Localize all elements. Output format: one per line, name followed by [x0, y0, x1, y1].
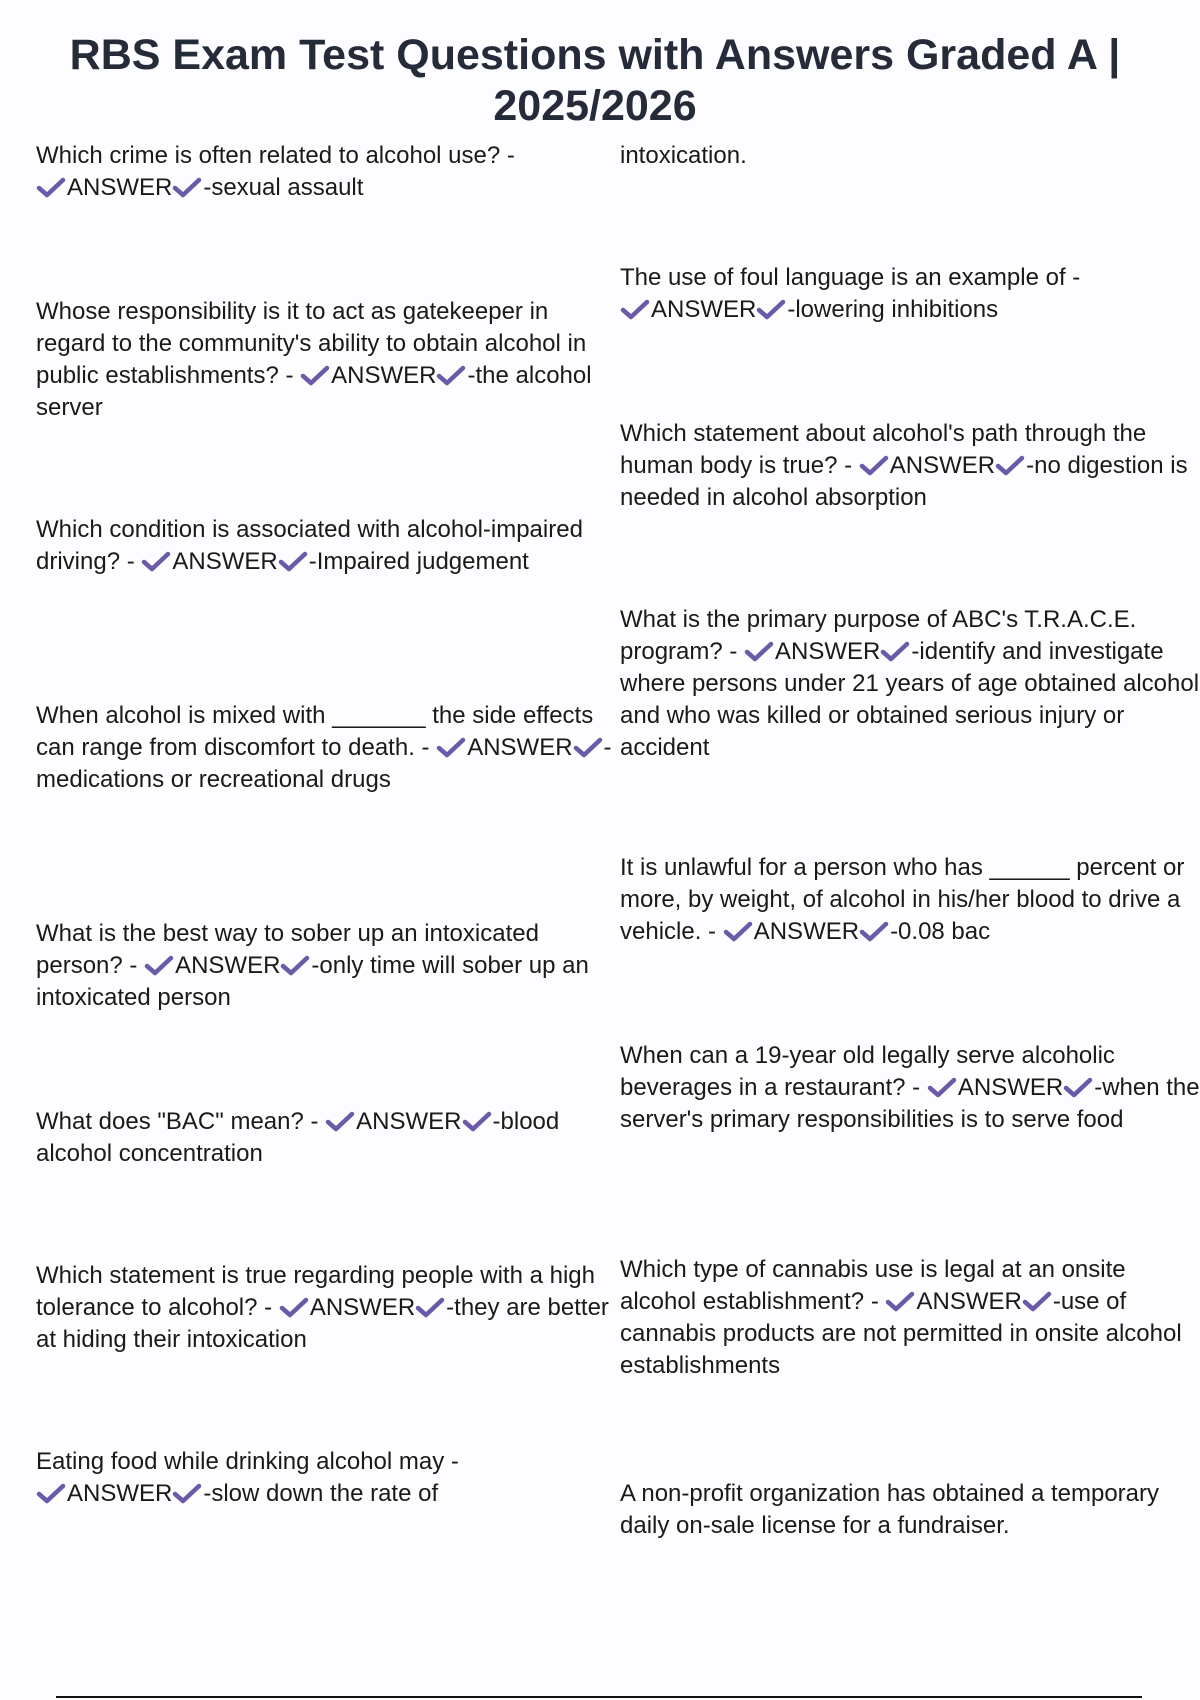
check-icon	[859, 920, 889, 942]
answer-text: -Impaired judgement	[308, 548, 529, 575]
answer-marker	[436, 734, 603, 761]
answer-text: -0.08 bac	[890, 918, 991, 945]
check-icon	[279, 1296, 309, 1318]
answer-marker	[859, 452, 1026, 479]
answer-label: ANSWER	[175, 952, 281, 979]
qa-item	[620, 1478, 1200, 1542]
qa-item	[620, 1040, 1200, 1136]
question-text: Which statement about alcohol's path through the human body is true? -	[620, 420, 1147, 479]
check-icon	[573, 736, 603, 758]
answer-text: -the alcohol server	[36, 362, 592, 421]
answer-text: -slow down the rate of	[203, 1480, 439, 1507]
answer-marker	[885, 1288, 1052, 1315]
answer-marker	[144, 952, 311, 979]
question-text: When can a 19-year old legally serve alcoholic beverages in a restaurant? -	[620, 1042, 1115, 1101]
qa-item	[36, 700, 616, 796]
answer-text: -use of cannabis products are not permitted in onsite alcohol establishments	[620, 1288, 1182, 1379]
answer-marker	[279, 1294, 446, 1321]
answer-marker	[620, 296, 787, 323]
check-icon	[172, 1482, 202, 1504]
qa-item	[36, 140, 616, 204]
check-icon	[885, 1290, 915, 1312]
answer-label: ANSWER	[67, 1480, 173, 1507]
check-icon	[36, 1482, 66, 1504]
question-text: What is the primary purpose of ABC's T.R.A.C.E. program? -	[620, 606, 1137, 665]
answer-label: ANSWER	[172, 548, 278, 575]
question-text: What is the best way to sober up an intoxicated person? -	[36, 920, 539, 979]
question-text: It is unlawful for a person who has ______ percent or more, by weight, of alcohol in his/her blood to drive a vehicle. -	[620, 854, 1185, 945]
check-icon	[415, 1296, 445, 1318]
check-icon	[280, 954, 310, 976]
check-icon	[300, 364, 330, 386]
qa-item	[36, 918, 616, 1014]
answer-label: ANSWER	[957, 1074, 1064, 1101]
check-icon	[462, 1110, 492, 1132]
answer-label: ANSWER	[309, 1294, 416, 1321]
answer-marker	[325, 1108, 492, 1135]
continued-text: A non-profit organization has obtained a temporary daily on-sale license for a fundraiser.	[620, 1480, 1160, 1539]
answer-marker	[744, 638, 911, 665]
answer-text: -medications or recreational drugs	[36, 734, 612, 793]
qa-item	[36, 296, 616, 424]
answer-label: ANSWER	[467, 734, 573, 761]
answer-marker	[300, 362, 467, 389]
check-icon	[927, 1076, 957, 1098]
answer-text: -blood alcohol concentration	[36, 1108, 560, 1167]
answer-marker	[723, 918, 890, 945]
check-icon	[1063, 1076, 1093, 1098]
question-text: What does "BAC" mean? -	[36, 1108, 319, 1135]
question-text: The use of foul language is an example of -	[620, 264, 1081, 291]
check-icon	[172, 176, 202, 198]
page-title: RBS Exam Test Questions with Answers Graded A | 2025/2026	[69, 31, 1121, 130]
answer-marker	[36, 174, 203, 201]
answer-text: -when the server's primary responsibilities is to serve food	[620, 1074, 1200, 1133]
footer-divider	[56, 1696, 1142, 1698]
question-text: Which condition is associated with alcohol-impaired driving? -	[36, 516, 583, 575]
check-icon	[620, 298, 650, 320]
qa-item	[620, 140, 1200, 172]
question-text: Which statement is true regarding people with a high tolerance to alcohol? -	[36, 1262, 595, 1321]
continued-text: intoxication.	[620, 142, 747, 169]
question-text: When alcohol is mixed with _______ the side effects can range from discomfort to death. -	[36, 702, 594, 761]
check-icon	[723, 920, 753, 942]
check-icon	[880, 640, 910, 662]
question-text: Eating food while drinking alcohol may -	[36, 1448, 459, 1475]
answer-text: -identify and investigate where persons under 21 years of age obtained alcohol and who was killed or obtained serious injury or accident	[620, 638, 1200, 761]
answer-text: -only time will sober up an intoxicated person	[36, 952, 589, 1011]
check-icon	[278, 550, 308, 572]
answer-label: ANSWER	[331, 362, 437, 389]
check-icon	[144, 954, 174, 976]
check-icon	[744, 640, 774, 662]
check-icon	[436, 364, 466, 386]
answer-text: -sexual assault	[203, 174, 364, 201]
answer-label: ANSWER	[67, 174, 173, 201]
check-icon	[859, 454, 889, 476]
question-text: Which crime is often related to alcohol use? -	[36, 142, 515, 169]
qa-item	[620, 262, 1200, 326]
answer-text: -no digestion is needed in alcohol absorption	[620, 452, 1188, 511]
qa-item	[620, 418, 1200, 514]
check-icon	[325, 1110, 355, 1132]
qa-item	[620, 604, 1200, 764]
answer-marker	[36, 1480, 203, 1507]
answer-marker	[927, 1074, 1094, 1101]
answer-marker	[141, 548, 308, 575]
qa-item	[620, 1254, 1200, 1382]
answer-label: ANSWER	[651, 296, 757, 323]
answer-label: ANSWER	[889, 452, 996, 479]
answer-label: ANSWER	[775, 638, 881, 665]
check-icon	[36, 176, 66, 198]
qa-item	[620, 852, 1200, 948]
answer-text: -they are better at hiding their intoxication	[36, 1294, 609, 1353]
question-text: Which type of cannabis use is legal at an onsite alcohol establishment? -	[620, 1256, 1126, 1315]
answer-label: ANSWER	[916, 1288, 1022, 1315]
answer-label: ANSWER	[753, 918, 860, 945]
check-icon	[1022, 1290, 1052, 1312]
qa-item	[36, 514, 616, 578]
qa-item	[36, 1446, 616, 1510]
check-icon	[756, 298, 786, 320]
check-icon	[995, 454, 1025, 476]
answer-label: ANSWER	[356, 1108, 462, 1135]
question-text: Whose responsibility is it to act as gatekeeper in regard to the community's ability to obtain alcohol in public establishments? -	[36, 298, 587, 389]
answer-text: -lowering inhibitions	[787, 296, 999, 323]
check-icon	[141, 550, 171, 572]
check-icon	[436, 736, 466, 758]
qa-item	[36, 1106, 616, 1170]
qa-item	[36, 1260, 616, 1356]
